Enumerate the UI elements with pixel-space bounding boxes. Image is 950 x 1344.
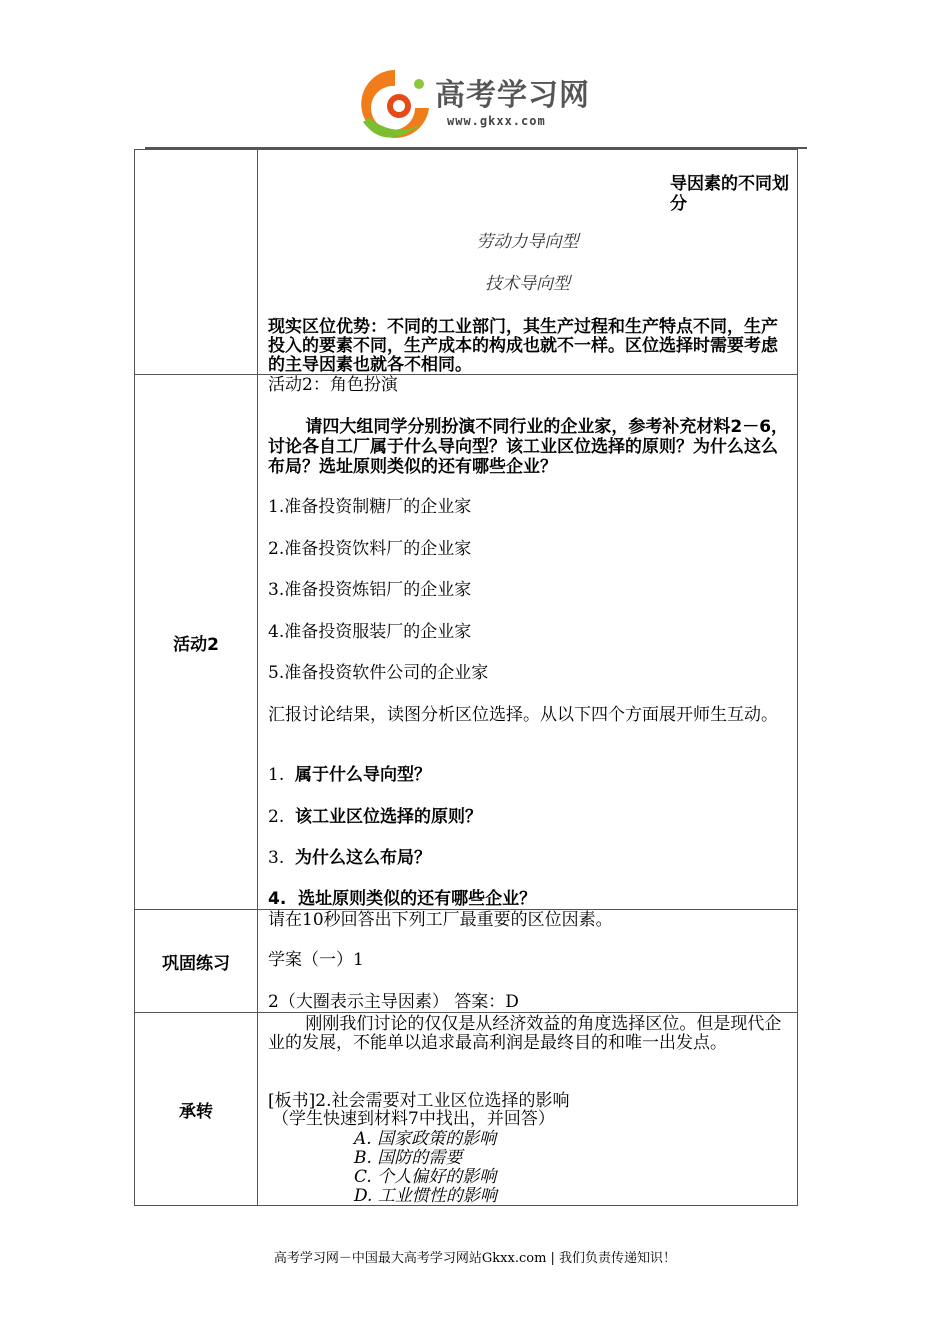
question-item [268,765,431,785]
logo-url: www.gkxx.com [447,114,546,128]
role-item: 4.准备投资服装厂的企业家 [268,622,472,642]
row-content [258,910,798,1013]
row-content [258,375,798,910]
site-logo [355,64,615,148]
question-text: 选址原则类似的还有哪些企业？ [298,889,537,909]
factor-heading: 导因素的不同划分 [670,174,789,214]
labor-oriented-item: 劳动力导向型 [476,232,579,252]
logo-emblem-icon [355,64,435,148]
student-instruction: （学生快速到材料7中找出，并回答） [272,1109,555,1129]
table-row [135,375,798,910]
page-footer: 高考学习网－中国最大高考学习网站Gkxx.com | 我们负责传递知识！ [273,1251,677,1266]
table-row [135,910,798,1013]
option-item: D. 工业惯性的影响 [354,1186,497,1206]
role-item: 2.准备投资饮料厂的企业家 [268,539,472,559]
report-instruction: 汇报讨论结果，读图分析区位选择。从以下四个方面展开师生互动。 [268,705,778,725]
option-item: A. 国家政策的影响 [354,1129,497,1149]
board-note: [板书]2.社会需要对工业区位选择的影响 [268,1091,570,1111]
question-number: 4. [268,889,287,909]
activity-title: 活动2：角色扮演 [268,375,398,395]
question-item [268,848,431,868]
option-item: C. 个人偏好的影响 [354,1167,497,1187]
role-item: 3.准备投资炼铝厂的企业家 [268,580,472,600]
role-item: 1.准备投资制糖厂的企业家 [268,497,472,517]
activity-intro: 请四大组同学分别扮演不同行业的企业家，参考补充材料2－6，讨论各自工厂属于什么导向型？该工业区位选择的原则？为什么这么布局？选址原则类似的还有哪些企业？ [268,417,789,477]
row-content [258,150,798,375]
tech-oriented-item: 技术导向型 [485,274,570,294]
location-advantage-paragraph: 现实区位优势：不同的工业部门，其生产过程和生产特点不同，生产投入的要素不同，生产成本的构成也就不一样。区位选择时需要考虑的主导因素也就各不相同。 [268,317,778,375]
question-item [268,807,482,827]
practice-reference: 学案（一）1 [268,950,364,970]
question-text: 为什么这么布局？ [295,848,432,868]
row-label-practice: 巩固练习 [135,910,258,1013]
question-text: 属于什么导向型？ [295,765,432,785]
row-label [135,150,258,375]
practice-instruction: 请在10秒回答出下列工厂最重要的区位因素。 [268,910,613,930]
row-label-transition: 承转 [135,1013,258,1206]
question-text: 该工业区位选择的原则？ [295,807,483,827]
lesson-table [134,149,798,1206]
question-number: 2. [268,807,285,827]
table-row [135,1013,798,1206]
transition-paragraph: 刚刚我们讨论的仅仅是从经济效益的角度选择区位。但是现代企业的发展，不能单以追求最高利润是最终目的和唯一出发点。 [268,1014,782,1053]
row-label-activity2: 活动2 [135,375,258,910]
row-content [258,1013,798,1206]
question-item [268,889,536,909]
role-item: 5.准备投资软件公司的企业家 [268,663,489,683]
option-item: B. 国防的需要 [354,1148,463,1168]
practice-answer: 2（大圈表示主导因素） 答案：D [268,992,519,1012]
table-row [135,150,798,375]
logo-title: 高考学习网 [435,78,590,113]
question-number: 3. [268,848,285,868]
question-number: 1. [268,765,285,785]
